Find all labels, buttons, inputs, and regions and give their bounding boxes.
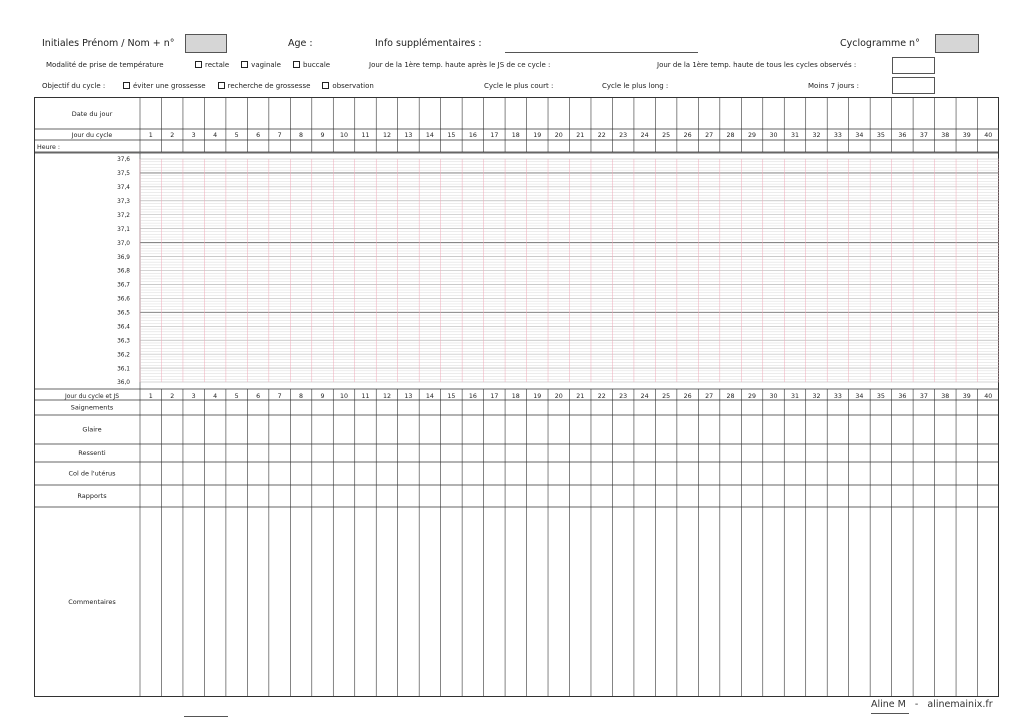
day-number-js: 22 bbox=[597, 393, 606, 400]
initials-input[interactable] bbox=[185, 34, 227, 53]
day-number-js: 37 bbox=[919, 393, 928, 400]
row-label-mucus: Glaire bbox=[82, 425, 102, 434]
objective-label: Objectif du cycle : bbox=[42, 82, 106, 90]
day-number: 9 bbox=[320, 132, 325, 139]
day-number: 4 bbox=[213, 132, 218, 139]
cycle-chart-table bbox=[34, 97, 999, 697]
time-label: Heure : bbox=[37, 144, 61, 151]
checkbox-icon[interactable] bbox=[322, 82, 329, 89]
day-number-js: 24 bbox=[640, 393, 649, 400]
day-number: 14 bbox=[425, 132, 434, 139]
first-high-all-cycles-input[interactable] bbox=[892, 57, 935, 74]
day-number: 34 bbox=[855, 132, 864, 139]
bottom-line bbox=[184, 716, 228, 717]
temperature-label: 36,4 bbox=[117, 324, 130, 331]
day-number-js: 29 bbox=[748, 393, 757, 400]
day-number-js: 23 bbox=[619, 393, 628, 400]
temperature-label: 36,1 bbox=[117, 366, 130, 373]
day-number-js: 36 bbox=[898, 393, 907, 400]
first-high-all-cycles-label: Jour de la 1ère temp. haute de tous les cycles observés : bbox=[657, 61, 857, 69]
day-number-js: 30 bbox=[769, 393, 778, 400]
temperature-label: 37,2 bbox=[117, 212, 130, 219]
day-number: 10 bbox=[340, 132, 349, 139]
temperature-label: 36,9 bbox=[117, 254, 130, 261]
day-number-js: 31 bbox=[790, 393, 799, 400]
day-number: 39 bbox=[962, 132, 971, 139]
minus7-label: Moins 7 jours : bbox=[808, 82, 860, 90]
minus7-input[interactable] bbox=[892, 77, 935, 94]
checkbox-icon[interactable] bbox=[241, 61, 248, 68]
day-number: 31 bbox=[790, 132, 799, 139]
row-label-intercourse: Rapports bbox=[77, 492, 107, 501]
temperature-label: 36,6 bbox=[117, 296, 130, 303]
day-number: 29 bbox=[748, 132, 757, 139]
temperature-label: 37,6 bbox=[117, 157, 130, 164]
option-vaginale[interactable]: vaginale bbox=[241, 61, 281, 69]
info-label: Info supplémentaires : bbox=[375, 38, 482, 49]
day-number-js: 35 bbox=[876, 393, 885, 400]
footer-website[interactable]: alinemainix.fr bbox=[927, 699, 993, 710]
day-number-js: 26 bbox=[683, 393, 692, 400]
footer-underline bbox=[871, 713, 909, 714]
shortest-cycle-label: Cycle le plus court : bbox=[484, 82, 554, 90]
chart-labels bbox=[37, 110, 992, 606]
day-number: 33 bbox=[833, 132, 842, 139]
day-number-js: 25 bbox=[662, 393, 671, 400]
day-number-js: 34 bbox=[855, 393, 864, 400]
day-number-js: 21 bbox=[576, 393, 585, 400]
checkbox-icon[interactable] bbox=[218, 82, 225, 89]
day-number: 3 bbox=[191, 132, 196, 139]
longest-cycle-label: Cycle le plus long : bbox=[602, 82, 669, 90]
day-number: 8 bbox=[299, 132, 304, 139]
day-number: 24 bbox=[640, 132, 649, 139]
day-number: 22 bbox=[597, 132, 606, 139]
temperature-label: 37,0 bbox=[117, 240, 130, 247]
row-label-comments: Commentaires bbox=[68, 598, 116, 607]
checkbox-icon[interactable] bbox=[293, 61, 300, 68]
day-number: 5 bbox=[234, 132, 239, 139]
objective-options bbox=[123, 82, 386, 90]
cyclogramme-label: Cyclogramme n° bbox=[840, 38, 920, 49]
day-number-js: 13 bbox=[404, 393, 413, 400]
day-number-js: 3 bbox=[191, 393, 196, 400]
day-number: 23 bbox=[619, 132, 628, 139]
day-number: 16 bbox=[468, 132, 477, 139]
day-number-js: 39 bbox=[962, 393, 971, 400]
day-number-js: 7 bbox=[277, 393, 282, 400]
day-number: 18 bbox=[511, 132, 520, 139]
info-input-line[interactable] bbox=[505, 52, 698, 53]
day-number-js: 8 bbox=[299, 393, 304, 400]
day-number-js: 9 bbox=[320, 393, 325, 400]
day-number: 7 bbox=[277, 132, 282, 139]
initials-label: Initiales Prénom / Nom + n° bbox=[42, 38, 175, 49]
day-number: 11 bbox=[361, 132, 370, 139]
day-number-js: 11 bbox=[361, 393, 370, 400]
temperature-label: 36,5 bbox=[117, 310, 130, 317]
day-number: 40 bbox=[984, 132, 993, 139]
option-recherche[interactable]: recherche de grossesse bbox=[218, 82, 311, 90]
day-number: 38 bbox=[941, 132, 950, 139]
day-number: 6 bbox=[256, 132, 261, 139]
option-rectale[interactable]: rectale bbox=[195, 61, 229, 69]
row-label-cervix: Col de l'utérus bbox=[68, 469, 116, 478]
day-number: 13 bbox=[404, 132, 413, 139]
day-number-js: 15 bbox=[447, 393, 456, 400]
day-number-js: 10 bbox=[340, 393, 349, 400]
age-label: Age : bbox=[288, 38, 313, 49]
day-number: 37 bbox=[919, 132, 928, 139]
day-number: 20 bbox=[554, 132, 563, 139]
day-number: 30 bbox=[769, 132, 778, 139]
day-number: 19 bbox=[533, 132, 542, 139]
checkbox-icon[interactable] bbox=[123, 82, 130, 89]
day-number-js: 28 bbox=[726, 393, 735, 400]
day-number: 15 bbox=[447, 132, 456, 139]
day-number-js: 17 bbox=[490, 393, 499, 400]
footer-separator: - bbox=[914, 699, 919, 710]
day-number-js: 18 bbox=[511, 393, 520, 400]
option-eviter[interactable]: éviter une grossesse bbox=[123, 82, 206, 90]
day-number-js: 6 bbox=[256, 393, 261, 400]
row-label-bleeding: Saignements bbox=[70, 403, 114, 412]
date-row-label: Date du jour bbox=[71, 110, 113, 118]
day-number: 28 bbox=[726, 132, 735, 139]
temperature-label: 37,3 bbox=[117, 199, 130, 206]
day-number: 21 bbox=[576, 132, 585, 139]
day-number-js: 1 bbox=[148, 393, 153, 400]
temperature-label: 37,4 bbox=[117, 185, 130, 192]
cycle-day-label: Jour du cycle bbox=[71, 132, 113, 139]
day-number-js: 4 bbox=[213, 393, 218, 400]
day-number-js: 32 bbox=[812, 393, 821, 400]
option-buccale[interactable]: buccale bbox=[293, 61, 330, 69]
day-number-js: 27 bbox=[705, 393, 714, 400]
day-number-js: 38 bbox=[941, 393, 950, 400]
day-number-js: 2 bbox=[170, 393, 175, 400]
temperature-label: 36,0 bbox=[117, 380, 130, 387]
cyclogramme-input[interactable] bbox=[935, 34, 979, 53]
temperature-label: 37,1 bbox=[117, 226, 130, 233]
day-number: 27 bbox=[705, 132, 714, 139]
option-observation[interactable]: observation bbox=[322, 82, 373, 90]
cycle-day-js-label: Jour du cycle et JS bbox=[64, 393, 120, 400]
day-number: 26 bbox=[683, 132, 692, 139]
day-number-js: 33 bbox=[833, 393, 842, 400]
day-number: 35 bbox=[876, 132, 885, 139]
day-number-js: 20 bbox=[554, 393, 563, 400]
temperature-label: 36,2 bbox=[117, 352, 130, 359]
modality-options bbox=[195, 61, 342, 69]
day-number-js: 19 bbox=[533, 393, 542, 400]
modality-label: Modalité de prise de température bbox=[46, 61, 164, 69]
day-number: 17 bbox=[490, 132, 499, 139]
day-number-js: 14 bbox=[425, 393, 434, 400]
checkbox-icon[interactable] bbox=[195, 61, 202, 68]
temperature-label: 36,8 bbox=[117, 268, 130, 275]
day-number: 2 bbox=[170, 132, 175, 139]
day-number: 25 bbox=[662, 132, 671, 139]
temperature-label: 37,5 bbox=[117, 171, 130, 178]
footer-credit bbox=[871, 699, 993, 710]
row-label-feeling: Ressenti bbox=[78, 449, 106, 458]
day-number-js: 5 bbox=[234, 393, 239, 400]
first-high-this-cycle-label: Jour de la 1ère temp. haute après le JS de ce cycle : bbox=[369, 61, 551, 69]
day-number: 12 bbox=[382, 132, 391, 139]
day-number: 1 bbox=[148, 132, 153, 139]
temperature-label: 36,7 bbox=[117, 282, 130, 289]
day-number-js: 16 bbox=[468, 393, 477, 400]
footer-author: Aline M bbox=[871, 699, 906, 710]
day-number-js: 12 bbox=[382, 393, 391, 400]
temperature-label: 36,3 bbox=[117, 338, 130, 345]
day-number: 32 bbox=[812, 132, 821, 139]
day-number: 36 bbox=[898, 132, 907, 139]
day-number-js: 40 bbox=[984, 393, 993, 400]
